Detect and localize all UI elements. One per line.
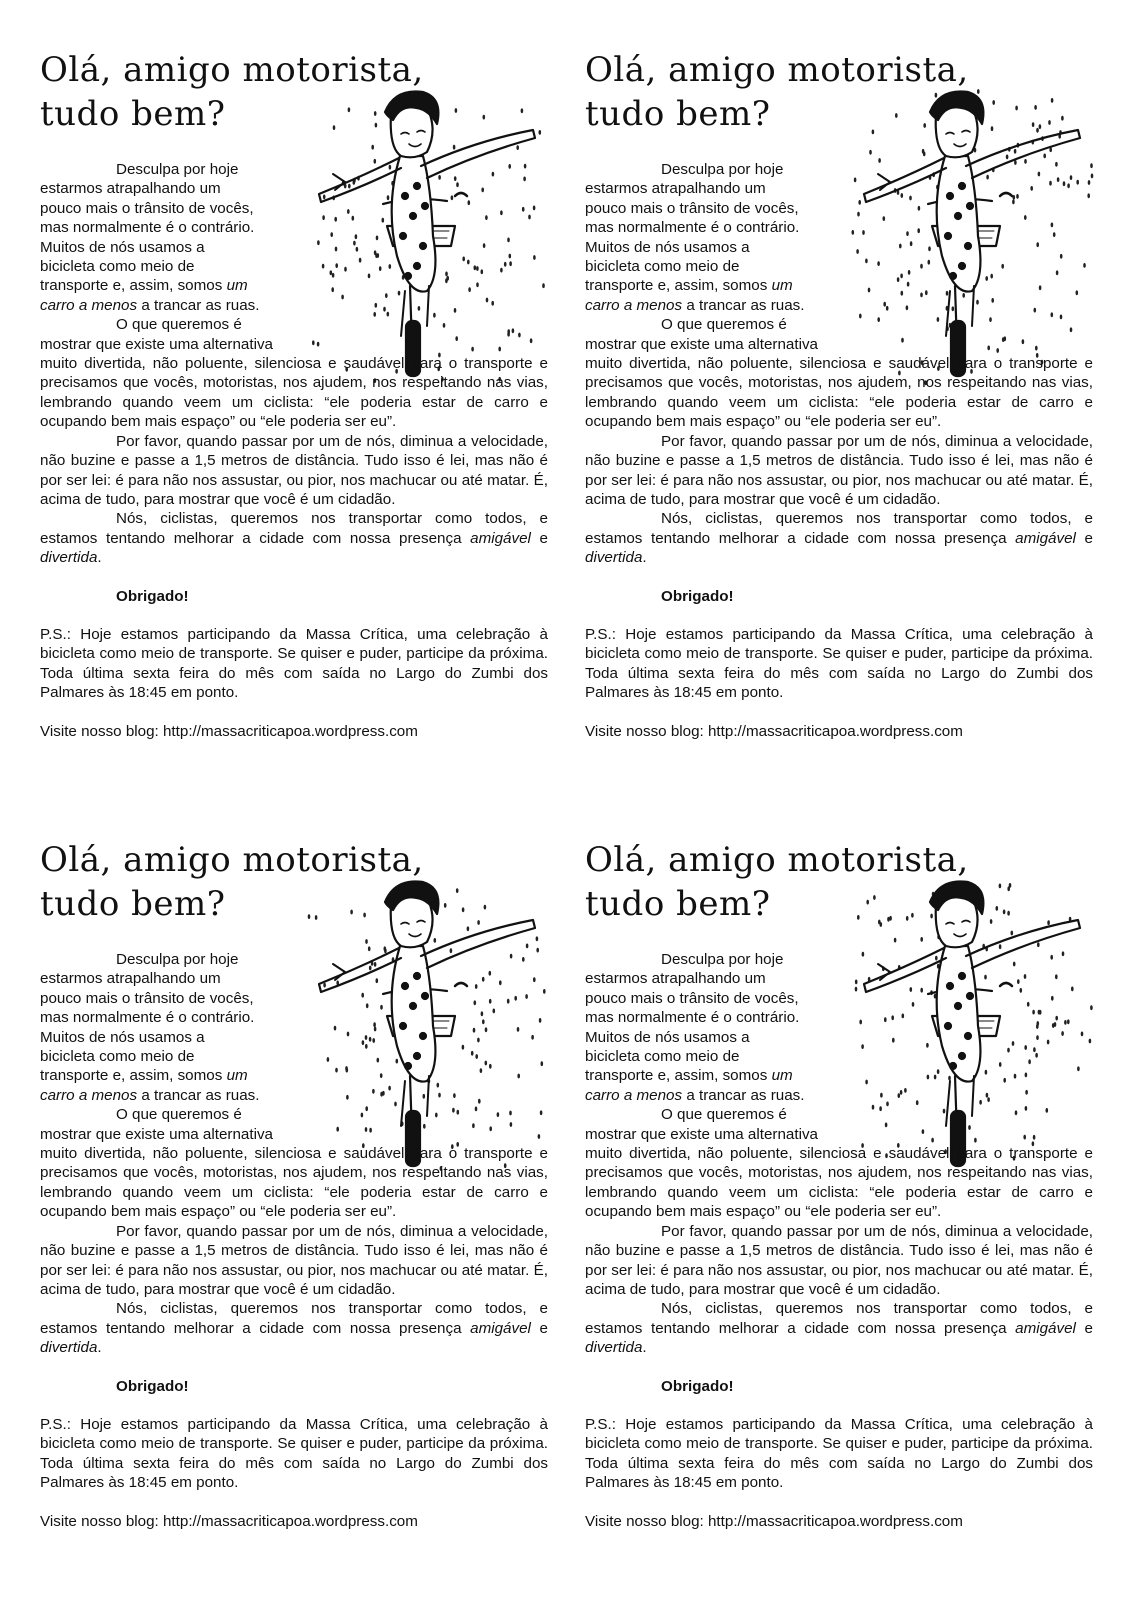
- p1-line: mas normalmente é o contrário.: [585, 219, 800, 237]
- rain-drop: [873, 895, 876, 900]
- p4-em-1: amigável: [470, 529, 531, 547]
- rain-drop: [1007, 911, 1010, 916]
- p1-line-8b: a trancar as ruas.: [686, 1086, 805, 1104]
- rain-drop: [363, 913, 366, 918]
- blog-link: Visite nosso blog: http://massacriticapoa.wordpress.com: [585, 1512, 963, 1530]
- rain-drop: [1007, 886, 1010, 891]
- rain-drop: [991, 126, 994, 131]
- signoff: Obrigado!: [116, 1377, 189, 1395]
- rain-drop: [977, 89, 980, 94]
- rain-drop: [872, 130, 875, 135]
- p2-line-2: mostrar que existe uma alternativa: [585, 335, 818, 353]
- rain-drop: [333, 125, 336, 130]
- rain-drop: [935, 93, 938, 98]
- rain-drop: [315, 915, 318, 920]
- p1-line-7a: transporte e, assim, somos: [585, 1067, 768, 1085]
- p1-line-8b: a trancar as ruas.: [141, 296, 260, 314]
- rain-drop: [521, 108, 524, 113]
- rain-drop: [1003, 910, 1006, 915]
- p4-and: e: [1084, 1319, 1093, 1337]
- p1-line: Desculpa por hoje: [661, 951, 784, 968]
- flyer-copy-3: [40, 838, 552, 1608]
- rain-drop: [477, 920, 480, 925]
- rain-drop: [308, 914, 311, 919]
- p3: Por favor, quando passar por um de nós, diminua a velocidade, não buzine e passe a 1,5 metros de distância. Tudo isso é lei, mas não é por ser lei: é para não nos assustar, ou pior, nos machucar ou até matar. É, acima de tudo, para mostrar que você é um cidadão.: [40, 432, 548, 508]
- p1-line-7a: transporte e, assim, somos: [40, 1067, 223, 1085]
- rain-drop: [484, 905, 487, 910]
- p1-line: estarmos atrapalhando um: [40, 180, 221, 198]
- rain-drop: [889, 916, 892, 921]
- p1-line-7a: transporte e, assim, somos: [585, 277, 768, 295]
- p1-line: Muitos de nós usamos a: [585, 238, 750, 256]
- flyer-copy-4: [585, 838, 1097, 1608]
- rain-drop: [371, 145, 374, 150]
- rain-drop: [869, 150, 872, 155]
- rain-drop: [1014, 149, 1017, 154]
- p4: [585, 509, 1093, 567]
- p4-and: e: [1084, 529, 1093, 547]
- rain-drop: [1011, 931, 1014, 936]
- p1-line-8a: carro a menos: [585, 296, 683, 314]
- rain-drop: [857, 915, 860, 920]
- rain-drop: [365, 939, 368, 944]
- p3: Por favor, quando passar por um de nós, diminua a velocidade, não buzine e passe a 1,5 metros de distância. Tudo isso é lei, mas não é por ser lei: é para não nos assustar, ou pior, nos machucar ou até matar. É, acima de tudo, para mostrar que você é um cidadão.: [40, 1222, 548, 1298]
- p1-line: estarmos atrapalhando um: [585, 180, 766, 198]
- rain-drop: [455, 108, 458, 113]
- p2-line-1: O que queremos é: [116, 1106, 242, 1124]
- rain-drop: [1047, 920, 1050, 925]
- signoff: Obrigado!: [661, 1377, 734, 1395]
- title-line-1: Olá, amigo motorista,: [585, 50, 969, 90]
- p4-em-2: divertida: [585, 1339, 643, 1357]
- rain-drop: [348, 107, 351, 112]
- rain-drop: [375, 123, 378, 128]
- p1-line: [40, 296, 292, 315]
- rain-drop: [923, 123, 926, 128]
- ps-note: P.S.: Hoje estamos participando da Massa Crítica, uma celebração à bicicleta como meio de transporte. Se quiser e puder, participe da próxima. Toda última sexta feira do mês com saída no Largo do Zumbi dos Palmares às 18:45 em ponto.: [585, 1415, 1093, 1492]
- p1-line: estarmos atrapalhando um: [40, 970, 221, 988]
- p2-line-2: mostrar que existe uma alternativa: [585, 1125, 818, 1143]
- p4-and: e: [539, 529, 548, 547]
- p1-line: [585, 1086, 837, 1105]
- p1-line-8a: carro a menos: [40, 1086, 138, 1104]
- rain-drop: [539, 130, 542, 135]
- p4-end: .: [97, 549, 102, 567]
- rain-drop: [444, 903, 447, 908]
- p4-end: .: [642, 549, 647, 567]
- rain-drop: [1048, 120, 1051, 125]
- title-line-2: tudo bem?: [40, 884, 226, 924]
- flyer-body: [40, 950, 548, 1531]
- p2-rest: muito divertida, não poluente, silenciosa e saudável para o transporte e precisamos que vocês, motoristas, nos ajudem, nos respeitando nas vias, lembrando quando veem um ciclista: “ele poderia estar de carro e ocupando bem mais espaço” ou “ele poderia ser eu”.: [585, 355, 1093, 431]
- p1-line: pouco mais o trânsito de vocês,: [40, 989, 254, 1007]
- p4-em-1: amigável: [470, 1319, 531, 1337]
- p4-end: .: [97, 1339, 102, 1357]
- rain-drop: [536, 936, 539, 941]
- rain-drop: [374, 111, 377, 116]
- title-line-2: tudo bem?: [585, 94, 771, 134]
- rain-drop: [996, 906, 999, 911]
- p4-em-1: amigável: [1015, 1319, 1076, 1337]
- title-line-2: tudo bem?: [585, 884, 771, 924]
- ps-note: P.S.: Hoje estamos participando da Massa Crítica, uma celebração à bicicleta como meio de transporte. Se quiser e puder, participe da próxima. Toda última sexta feira do mês com saída no Largo do Zumbi dos Palmares às 18:45 em ponto.: [40, 1415, 548, 1492]
- title-line-1: Olá, amigo motorista,: [40, 840, 424, 880]
- p4: [585, 1299, 1093, 1357]
- rain-drop: [526, 944, 529, 949]
- rain-drop: [1037, 942, 1040, 947]
- blog-link: Visite nosso blog: http://massacriticapoa.wordpress.com: [40, 722, 418, 740]
- flyer-copy-2: [585, 48, 1097, 818]
- rain-drop: [990, 919, 993, 924]
- p4: [40, 1299, 548, 1357]
- p4-em-2: divertida: [585, 549, 643, 567]
- p1-line: mas normalmente é o contrário.: [40, 219, 255, 237]
- signoff: Obrigado!: [661, 587, 734, 605]
- p1-line: Muitos de nós usamos a: [585, 1028, 750, 1046]
- blog-link: Visite nosso blog: http://massacriticapoa.wordpress.com: [40, 1512, 418, 1530]
- rain-drop: [350, 910, 353, 915]
- rain-drop: [456, 888, 459, 893]
- p2-line-1: O que queremos é: [661, 1106, 787, 1124]
- rain-drop: [894, 938, 897, 943]
- p3: Por favor, quando passar por um de nós, diminua a velocidade, não buzine e passe a 1,5 metros de distância. Tudo isso é lei, mas não é por ser lei: é para não nos assustar, ou pior, nos machucar ou até matar. É, acima de tudo, para mostrar que você é um cidadão.: [585, 1222, 1093, 1298]
- p4-em-2: divertida: [40, 549, 98, 567]
- rain-drop: [895, 113, 898, 118]
- p1-line: [40, 1086, 292, 1105]
- rain-drop: [1043, 154, 1046, 159]
- p1-line-7b: um: [226, 277, 248, 295]
- p4-em-1: amigável: [1015, 529, 1076, 547]
- p1-line: pouco mais o trânsito de vocês,: [40, 199, 254, 217]
- p1-line: [585, 296, 837, 315]
- p1-line: pouco mais o trânsito de vocês,: [585, 199, 799, 217]
- rain-drop: [516, 145, 519, 150]
- p4-a: Nós, ciclistas, queremos nos transportar como todos, e estamos tentando melhorar a cidade com nossa presença: [585, 1300, 1093, 1337]
- p1-line: Desculpa por hoje: [661, 161, 784, 178]
- rain-drop: [1036, 128, 1039, 133]
- p1-line-7b: um: [771, 277, 793, 295]
- rain-drop: [1015, 106, 1018, 111]
- ps-note: P.S.: Hoje estamos participando da Massa Crítica, uma celebração à bicicleta como meio de transporte. Se quiser e puder, participe da próxima. Toda última sexta feira do mês com saída no Largo do Zumbi dos Palmares às 18:45 em ponto.: [40, 625, 548, 702]
- p2-line-1: O que queremos é: [116, 316, 242, 334]
- rain-drop: [999, 944, 1002, 949]
- rain-drop: [911, 913, 914, 918]
- p1-line-7a: transporte e, assim, somos: [40, 277, 223, 295]
- p1-line: bicicleta como meio de: [585, 1048, 740, 1066]
- p1-line-8a: carro a menos: [585, 1086, 683, 1104]
- p1-line: Muitos de nós usamos a: [40, 238, 205, 256]
- title-line-1: Olá, amigo motorista,: [40, 50, 424, 90]
- rain-drop: [1032, 122, 1035, 127]
- rain-drop: [467, 926, 470, 931]
- rain-drop: [462, 907, 465, 912]
- rain-drop: [922, 149, 925, 154]
- p1-line: [585, 276, 837, 295]
- p1-line-7b: um: [771, 1067, 793, 1085]
- p1-line: bicicleta como meio de: [585, 258, 740, 276]
- p2-line-2: mostrar que existe uma alternativa: [40, 1125, 273, 1143]
- p1-line: [40, 1066, 292, 1085]
- rain-drop: [1051, 98, 1054, 103]
- ps-note: P.S.: Hoje estamos participando da Massa Crítica, uma celebração à bicicleta como meio de transporte. Se quiser e puder, participe da próxima. Toda última sexta feira do mês com saída no Largo do Zumbi dos Palmares às 18:45 em ponto.: [585, 625, 1093, 702]
- rain-drop: [999, 884, 1002, 889]
- p2-line-1: O que queremos é: [661, 316, 787, 334]
- p1-line: Desculpa por hoje: [116, 161, 239, 178]
- title-line-2: tudo bem?: [40, 94, 226, 134]
- p4-em-2: divertida: [40, 1339, 98, 1357]
- rain-drop: [1006, 155, 1009, 160]
- signoff: Obrigado!: [116, 587, 189, 605]
- rain-drop: [1061, 116, 1064, 121]
- p1-line: bicicleta como meio de: [40, 1048, 195, 1066]
- p2-rest: muito divertida, não poluente, silenciosa e saudável para o transporte e precisamos que vocês, motoristas, nos ajudem, nos respeitando nas vias, lembrando quando veem um ciclista: “ele poderia estar de carro e ocupando bem mais espaço” ou “ele poderia ser eu”.: [40, 355, 548, 431]
- p1-line: Desculpa por hoje: [116, 951, 239, 968]
- rain-drop: [920, 937, 923, 942]
- p4-a: Nós, ciclistas, queremos nos transportar como todos, e estamos tentando melhorar a cidade com nossa presença: [585, 510, 1093, 547]
- p1-line: [585, 1066, 837, 1085]
- p1-line: mas normalmente é o contrário.: [585, 1009, 800, 1027]
- p1-line-8a: carro a menos: [40, 296, 138, 314]
- rain-drop: [992, 100, 995, 105]
- rain-drop: [906, 916, 909, 921]
- p1-line-8b: a trancar as ruas.: [686, 296, 805, 314]
- title-line-1: Olá, amigo motorista,: [585, 840, 969, 880]
- rain-drop: [434, 938, 437, 943]
- p4-end: .: [642, 1339, 647, 1357]
- flyer-body: [585, 160, 1093, 741]
- rain-drop: [866, 900, 869, 905]
- p3: Por favor, quando passar por um de nós, diminua a velocidade, não buzine e passe a 1,5 metros de distância. Tudo isso é lei, mas não é por ser lei: é para não nos assustar, ou pior, nos machucar ou até matar. É, acima de tudo, para mostrar que você é um cidadão.: [585, 432, 1093, 508]
- p4-and: e: [539, 1319, 548, 1337]
- p2-line-2: mostrar que existe uma alternativa: [40, 335, 273, 353]
- rain-drop: [453, 145, 456, 150]
- p4-a: Nós, ciclistas, queremos nos transportar como todos, e estamos tentando melhorar a cidade com nossa presença: [40, 510, 548, 547]
- p1-line: mas normalmente é o contrário.: [40, 1009, 255, 1027]
- flyer-copy-1: [40, 48, 552, 818]
- rain-drop: [483, 115, 486, 120]
- p1-line-8b: a trancar as ruas.: [141, 1086, 260, 1104]
- rain-drop: [1034, 105, 1037, 110]
- p1-line: [40, 276, 292, 295]
- p1-line-7b: um: [226, 1067, 248, 1085]
- p4-a: Nós, ciclistas, queremos nos transportar como todos, e estamos tentando melhorar a cidade com nossa presença: [40, 1300, 548, 1337]
- rain-drop: [930, 914, 933, 919]
- p1-line: bicicleta como meio de: [40, 258, 195, 276]
- flyer-body: [40, 160, 548, 741]
- p1-line: estarmos atrapalhando um: [585, 970, 766, 988]
- blog-link: Visite nosso blog: http://massacriticapoa.wordpress.com: [585, 722, 963, 740]
- p2-rest: muito divertida, não poluente, silenciosa e saudável para o transporte e precisamos que vocês, motoristas, nos ajudem, nos respeitando nas vias, lembrando quando veem um ciclista: “ele poderia estar de carro e ocupando bem mais espaço” ou “ele poderia ser eu”.: [585, 1145, 1093, 1221]
- p1-line: pouco mais o trânsito de vocês,: [585, 989, 799, 1007]
- p1-line: Muitos de nós usamos a: [40, 1028, 205, 1046]
- p2-rest: muito divertida, não poluente, silenciosa e saudável para o transporte e precisamos que vocês, motoristas, nos ajudem, nos respeitando nas vias, lembrando quando veem um ciclista: “ele poderia estar de carro e ocupando bem mais espaço” ou “ele poderia ser eu”.: [40, 1145, 548, 1221]
- p4: [40, 509, 548, 567]
- rain-drop: [878, 920, 881, 925]
- rain-drop: [1039, 124, 1042, 129]
- flyer-body: [585, 950, 1093, 1531]
